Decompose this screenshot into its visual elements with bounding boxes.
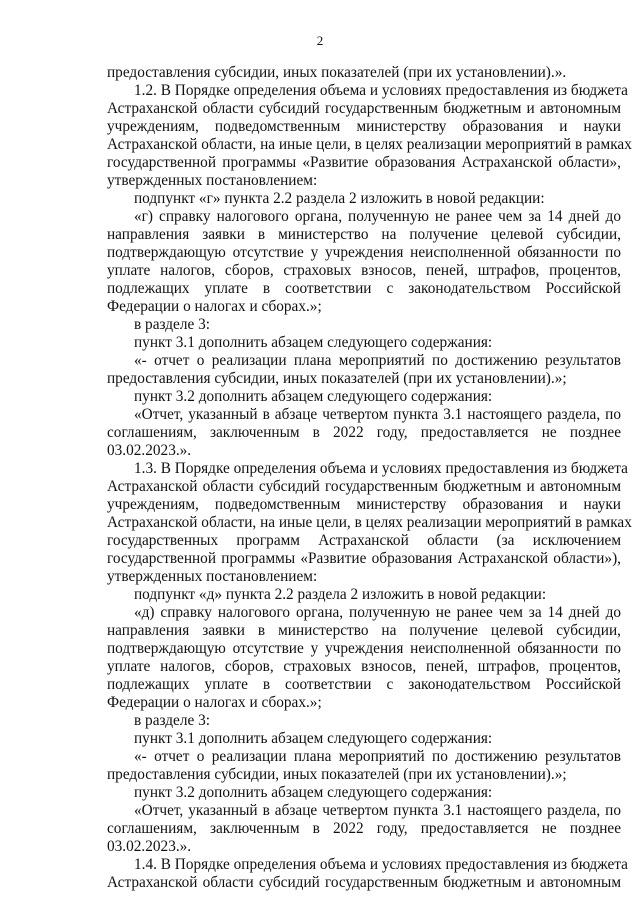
text-line: подлежащих уплате в соответствии с законодательством Российской bbox=[107, 676, 621, 693]
text-line: предоставления субсидии, иных показателей (при их установлении).». bbox=[107, 64, 567, 81]
text-line: предоставления субсидии, иных показателей (при их установлении).»; bbox=[107, 370, 567, 387]
text-line: «- отчет о реализации плана мероприятий по достижению результатов bbox=[134, 352, 621, 369]
text-line: «д) справку налогового органа, полученную не ранее чем за 14 дней до bbox=[134, 604, 621, 621]
text-line: Астраханской области субсидий государственным бюджетным и автономным bbox=[107, 874, 621, 891]
text-line: 1.2. В Порядке определения объема и условиях предоставления из бюджета bbox=[134, 82, 628, 99]
text-line: учреждениям, подведомственным министерству образования и науки bbox=[107, 118, 621, 135]
text-line: Федерации о налогах и сборах.»; bbox=[107, 694, 322, 711]
text-line: 1.4. В Порядке определения объема и условиях предоставления из бюджета bbox=[134, 856, 628, 873]
text-line: Астраханской области, на иные цели, в целях реализации мероприятий в рамках bbox=[107, 514, 632, 531]
text-line: утвержденных постановлением: bbox=[107, 568, 318, 585]
text-line: в разделе 3: bbox=[134, 316, 210, 333]
text-line: соглашениям, заключенным в 2022 году, предоставляется не позднее bbox=[107, 424, 621, 441]
text-line: Астраханской области, на иные цели, в целях реализации мероприятий в рамках bbox=[107, 136, 632, 153]
text-line: подтверждающую отсутствие у учреждения неисполненной обязанности по bbox=[107, 640, 621, 657]
text-line: подпункт «г» пункта 2.2 раздела 2 изложить в новой редакции: bbox=[134, 190, 545, 207]
text-line: предоставления субсидии, иных показателей (при их установлении).»; bbox=[107, 766, 567, 783]
text-line: пункт 3.2 дополнить абзацем следующего содержания: bbox=[134, 388, 493, 405]
text-line: «Отчет, указанный в абзаце четвертом пункта 3.1 настоящего раздела, по bbox=[134, 406, 621, 423]
text-line: 03.02.2023.». bbox=[107, 838, 192, 855]
text-line: государственных программ Астраханской области (за исключением bbox=[107, 532, 621, 549]
text-line: 1.3. В Порядке определения объема и условиях предоставления из бюджета bbox=[134, 460, 628, 477]
text-line: государственной программы «Развитие образования Астраханской области»), bbox=[107, 550, 621, 567]
text-line: государственной программы «Развитие образования Астраханской области», bbox=[107, 154, 621, 171]
text-line: пункт 3.1 дополнить абзацем следующего содержания: bbox=[134, 730, 493, 747]
text-line: направления заявки в министерство на получение целевой субсидии, bbox=[107, 226, 621, 243]
text-line: Астраханской области субсидий государственным бюджетным и автономным bbox=[107, 478, 621, 495]
text-line: подпункт «д» пункта 2.2 раздела 2 изложить в новой редакции: bbox=[134, 586, 547, 603]
text-line: уплате налогов, сборов, страховых взносов, пеней, штрафов, процентов, bbox=[107, 658, 621, 675]
text-line: «Отчет, указанный в абзаце четвертом пункта 3.1 настоящего раздела, по bbox=[134, 802, 621, 819]
text-line: подлежащих уплате в соответствии с законодательством Российской bbox=[107, 280, 621, 297]
text-line: Астраханской области субсидий государственным бюджетным и автономным bbox=[107, 100, 621, 117]
text-line: «г) справку налогового органа, полученную не ранее чем за 14 дней до bbox=[134, 208, 621, 225]
text-line: пункт 3.1 дополнить абзацем следующего содержания: bbox=[134, 334, 493, 351]
text-line: 03.02.2023.». bbox=[107, 442, 192, 459]
text-line: уплате налогов, сборов, страховых взносов, пеней, штрафов, процентов, bbox=[107, 262, 621, 279]
text-line: утвержденных постановлением: bbox=[107, 172, 318, 189]
text-line: «- отчет о реализации плана мероприятий по достижению результатов bbox=[134, 748, 621, 765]
text-line: подтверждающую отсутствие у учреждения неисполненной обязанности по bbox=[107, 244, 621, 261]
text-line: в разделе 3: bbox=[134, 712, 210, 729]
text-line: пункт 3.2 дополнить абзацем следующего содержания: bbox=[134, 784, 493, 801]
text-line: соглашениям, заключенным в 2022 году, предоставляется не позднее bbox=[107, 820, 621, 837]
text-line: Федерации о налогах и сборах.»; bbox=[107, 298, 322, 315]
text-line: направления заявки в министерство на получение целевой субсидии, bbox=[107, 622, 621, 639]
page-number: 2 bbox=[316, 33, 324, 48]
text-line: учреждениям, подведомственным министерству образования и науки bbox=[107, 496, 621, 513]
